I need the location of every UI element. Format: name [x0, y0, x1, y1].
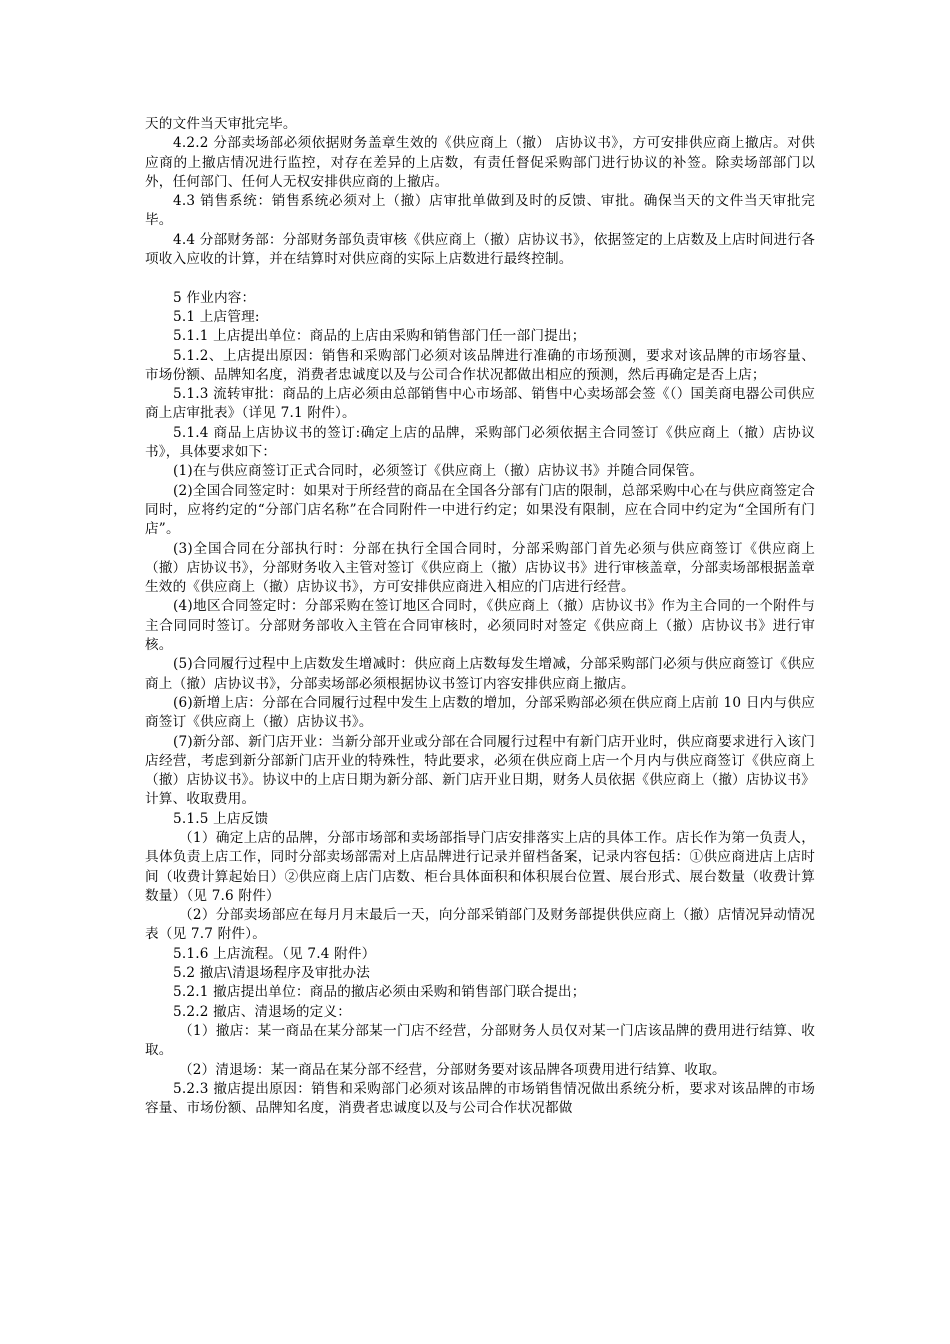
paragraph: (4)地区合同签定时：分部采购在签订地区合同时，《供应商上（撤）店协议书》作为主合同的一个附件与主合同同时签订。分部财务部收入主管在合同审核时，必须同时对签定《供应商上（撤）店协议书》进行审核。 [145, 598, 815, 654]
paragraph: （2）清退场：某一商品在某分部不经营，分部财务要对该品牌各项费用进行结算、收取。 [179, 1061, 726, 1078]
paragraph: (3)全国合同在分部执行时：分部在执行全国合同时，分部采购部门首先必须与供应商签订《供应商上（撤）店协议书》，分部财务收入主管对签订《供应商上（撤）店协议书》进行审核盖章，分部卖场部根据盖章生效的《供应商上（撤）店协议书》，方可安排供应商进入相应的门店进行经营。 [145, 540, 815, 596]
paragraph: (6)新增上店：分部在合同履行过程中发生上店数的增加，分部采购部必须在供应商上店前 10 日内与供应商签订《供应商上（撤）店协议书》。 [145, 694, 815, 731]
paragraph: （1）撤店：某一商品在某分部某一门店不经营，分部财务人员仅对某一门店该品牌的费用进行结算、收取。 [145, 1022, 815, 1059]
paragraph: 5.2 撤店\清退场程序及审批办法 [173, 965, 371, 982]
paragraph: 天的文件当天审批完毕。 [145, 116, 297, 132]
paragraph: 5.1.5 上店反馈 [173, 810, 269, 827]
paragraph: 4.4 分部财务部：分部财务部负责审核《供应商上（撤）店协议书》，依据签定的上店数及上店时间进行各项收入应收的计算，并在结算时对供应商的实际上店数进行最终控制。 [145, 231, 815, 268]
paragraph: 5.1.2、上店提出原因：销售和采购部门必须对该品牌进行准确的市场预测，要求对该品牌的市场容量、市场份额、品牌知名度，消费者忠诚度以及与公司合作状况都做出相应的预测，然后再确定是否上店； [145, 347, 815, 383]
paragraph: 5.1.3 流转审批：商品的上店必须由总部销售中心市场部、销售中心卖场部会签《（）国美商电器公司供应商上店审批表》（详见 7.1 附件）。 [145, 386, 815, 422]
paragraph-gap [145, 269, 815, 288]
paragraph: 5.1 上店管理: [173, 308, 260, 325]
paragraph: 5.2.1 撤店提出单位：商品的撤店必须由采购和销售部门联合提出； [173, 984, 586, 1001]
paragraph: 4.2.2 分部卖场部必须依据财务盖章生效的《供应商上（撤） 店协议书》，方可安排供应商上撤店。对供应商的上撤店情况进行监控，对存在差异的上店数，有责任督促采购部门进行协议的补签。除卖场部部门以外，任何部门、任何人无权安排供应商的上撤店。 [145, 135, 815, 190]
paragraph: 4.3 销售系统：销售系统必须对上（撤）店审批单做到及时的反馈、审批。确保当天的文件当天审批完毕。 [145, 193, 815, 229]
paragraph: 5.1.4 商品上店协议书的签订:确定上店的品牌，采购部门必须依据主合同签订《供应商上（撤）店协议书》，具体要求如下： [145, 424, 815, 461]
paragraph: (1)在与供应商签订正式合同时，必须签订《供应商上（撤）店协议书》并随合同保管。 [173, 463, 704, 480]
document-page [145, 115, 815, 1118]
paragraph: 5.1.1 上店提出单位：商品的上店由采购和销售部门任一部门提出； [173, 328, 586, 345]
paragraph: 5.1.6 上店流程。（见 7.4 附件） [173, 945, 376, 962]
paragraph: 5.2.3 撤店提出原因：销售和采购部门必须对该品牌的市场销售情况做出系统分析，要求对该品牌的市场容量、市场份额、品牌知名度，消费者忠诚度以及与公司合作状况都做 [145, 1080, 815, 1117]
paragraph: 5.2.2 撤店、清退场的定义： [173, 1003, 352, 1020]
paragraph: 5 作业内容： [173, 289, 256, 306]
paragraph: (2)全国合同签定时：如果对于所经营的商品在全国各分部有门店的限制，总部采购中心在与供应商签定合同时，应将约定的“分部门店名称”在合同附件一中进行约定；如果没有限制，应在合同中约定为“全国所有门店”。 [145, 482, 815, 538]
paragraph: （2）分部卖场部应在每月月末最后一天，向分部采销部门及财务部提供供应商上（撤）店情况异动情况表（见 7.7 附件）。 [145, 907, 815, 943]
paragraph: （1）确定上店的品牌，分部市场部和卖场部指导门店安排落实上店的具体工作。店长作为第一负责人，具体负责上店工作，同时分部卖场部需对上店品牌进行记录并留档备案，记录内容包括：①供应商进店上店时间（收费计算起始日）②供应商上店门店数、柜台具体面积和体积展台位置、展台形式、展台数量（收费计算数量）（见 7.6 附件） [145, 829, 815, 904]
paragraph: (7)新分部、新门店开业：当新分部开业或分部在合同履行过程中有新门店开业时，供应商要求进行入该门店经营，考虑到新分部新门店开业的特殊性，特此要求，必须在供应商上店一个月内与供应商签订《供应商上（撤）店协议书》。协议中的上店日期为新分部、新门店开业日期，财务人员依据《供应商上（撤）店协议书》计算、收取费用。 [145, 733, 815, 808]
paragraph: (5)合同履行过程中上店数发生增减时：供应商上店数每发生增减，分部采购部门必须与供应商签订《供应商上（撤）店协议书》，分部卖场部必须根据协议书签订内容安排供应商上撤店。 [145, 656, 815, 692]
